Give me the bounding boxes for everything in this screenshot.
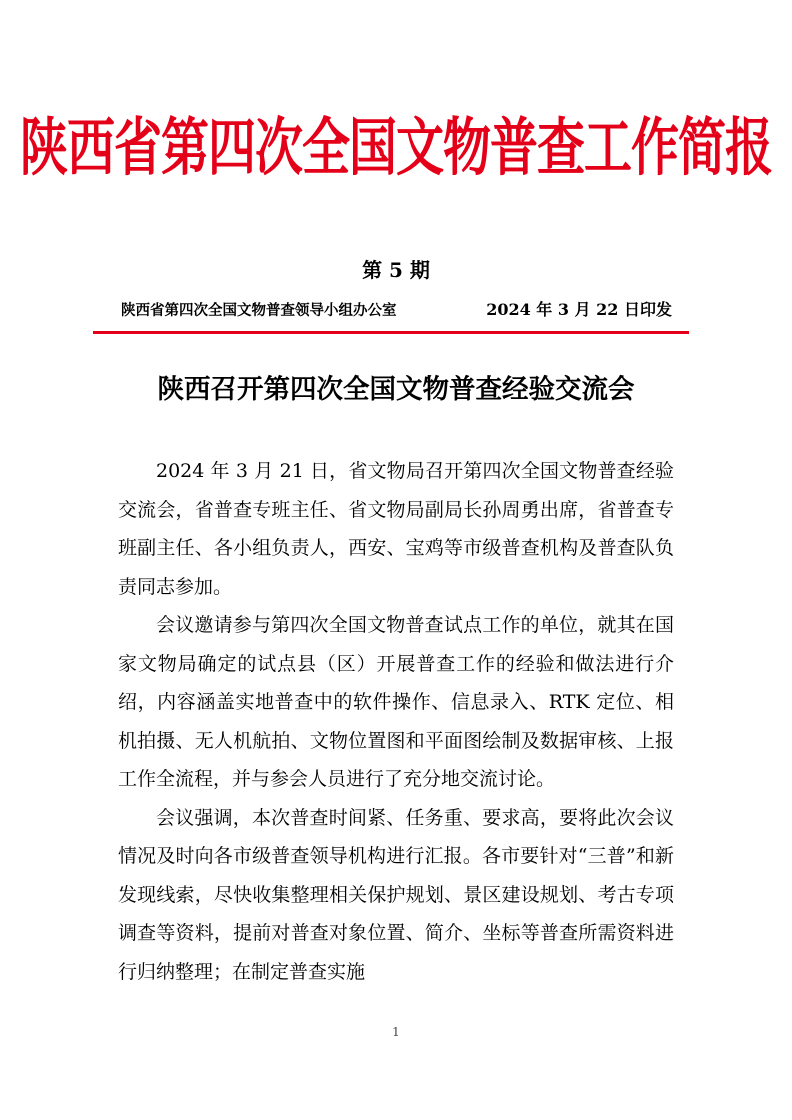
page-number: 1 <box>392 1025 400 1039</box>
issue-number: 第 5 期 <box>362 258 430 282</box>
issue-date: 2024 年 3 月 22 日印发 <box>486 300 672 319</box>
issuing-office: 陕西省第四次全国文物普查领导小组办公室 <box>121 302 397 319</box>
paragraph: 2024 年 3 月 21 日，省文物局召开第四次全国文物普查经验交流会，省普查专班主任、省文物局副局长孙周勇出席，省普查专班副主任、各小组负责人，西安、宝鸡等市级普查机构及普查队负责同志参加。 <box>118 460 674 598</box>
article-body <box>118 452 674 991</box>
masthead-title: 陕西省第四次全国文物普查工作简报 <box>19 112 772 185</box>
paragraph: 会议强调，本次普查时间紧、任务重、要求高，要将此次会议情况及时向各市级普查领导机构进行汇报。各市要针对“三普”和新发现线索，尽快收集整理相关保护规划、景区建设规划、考古专项调查等资料，提前对普查对象位置、简介、坐标等普查所需资料进行归纳整理；在制定普查实施 <box>118 806 674 983</box>
paragraph: 会议邀请参与第四次全国文物普查试点工作的单位，就其在国家文物局确定的试点县（区）开展普查工作的经验和做法进行介绍，内容涵盖实地普查中的软件操作、信息录入、RTK 定位、相机拍摄、无人机航拍、文物位置图和平面图绘制及数据审核、上报工作全流程，并与参会人员进行了充分地交流讨论。 <box>118 614 674 790</box>
article-title: 陕西召开第四次全国文物普查经验交流会 <box>157 374 635 405</box>
red-divider <box>93 331 689 334</box>
